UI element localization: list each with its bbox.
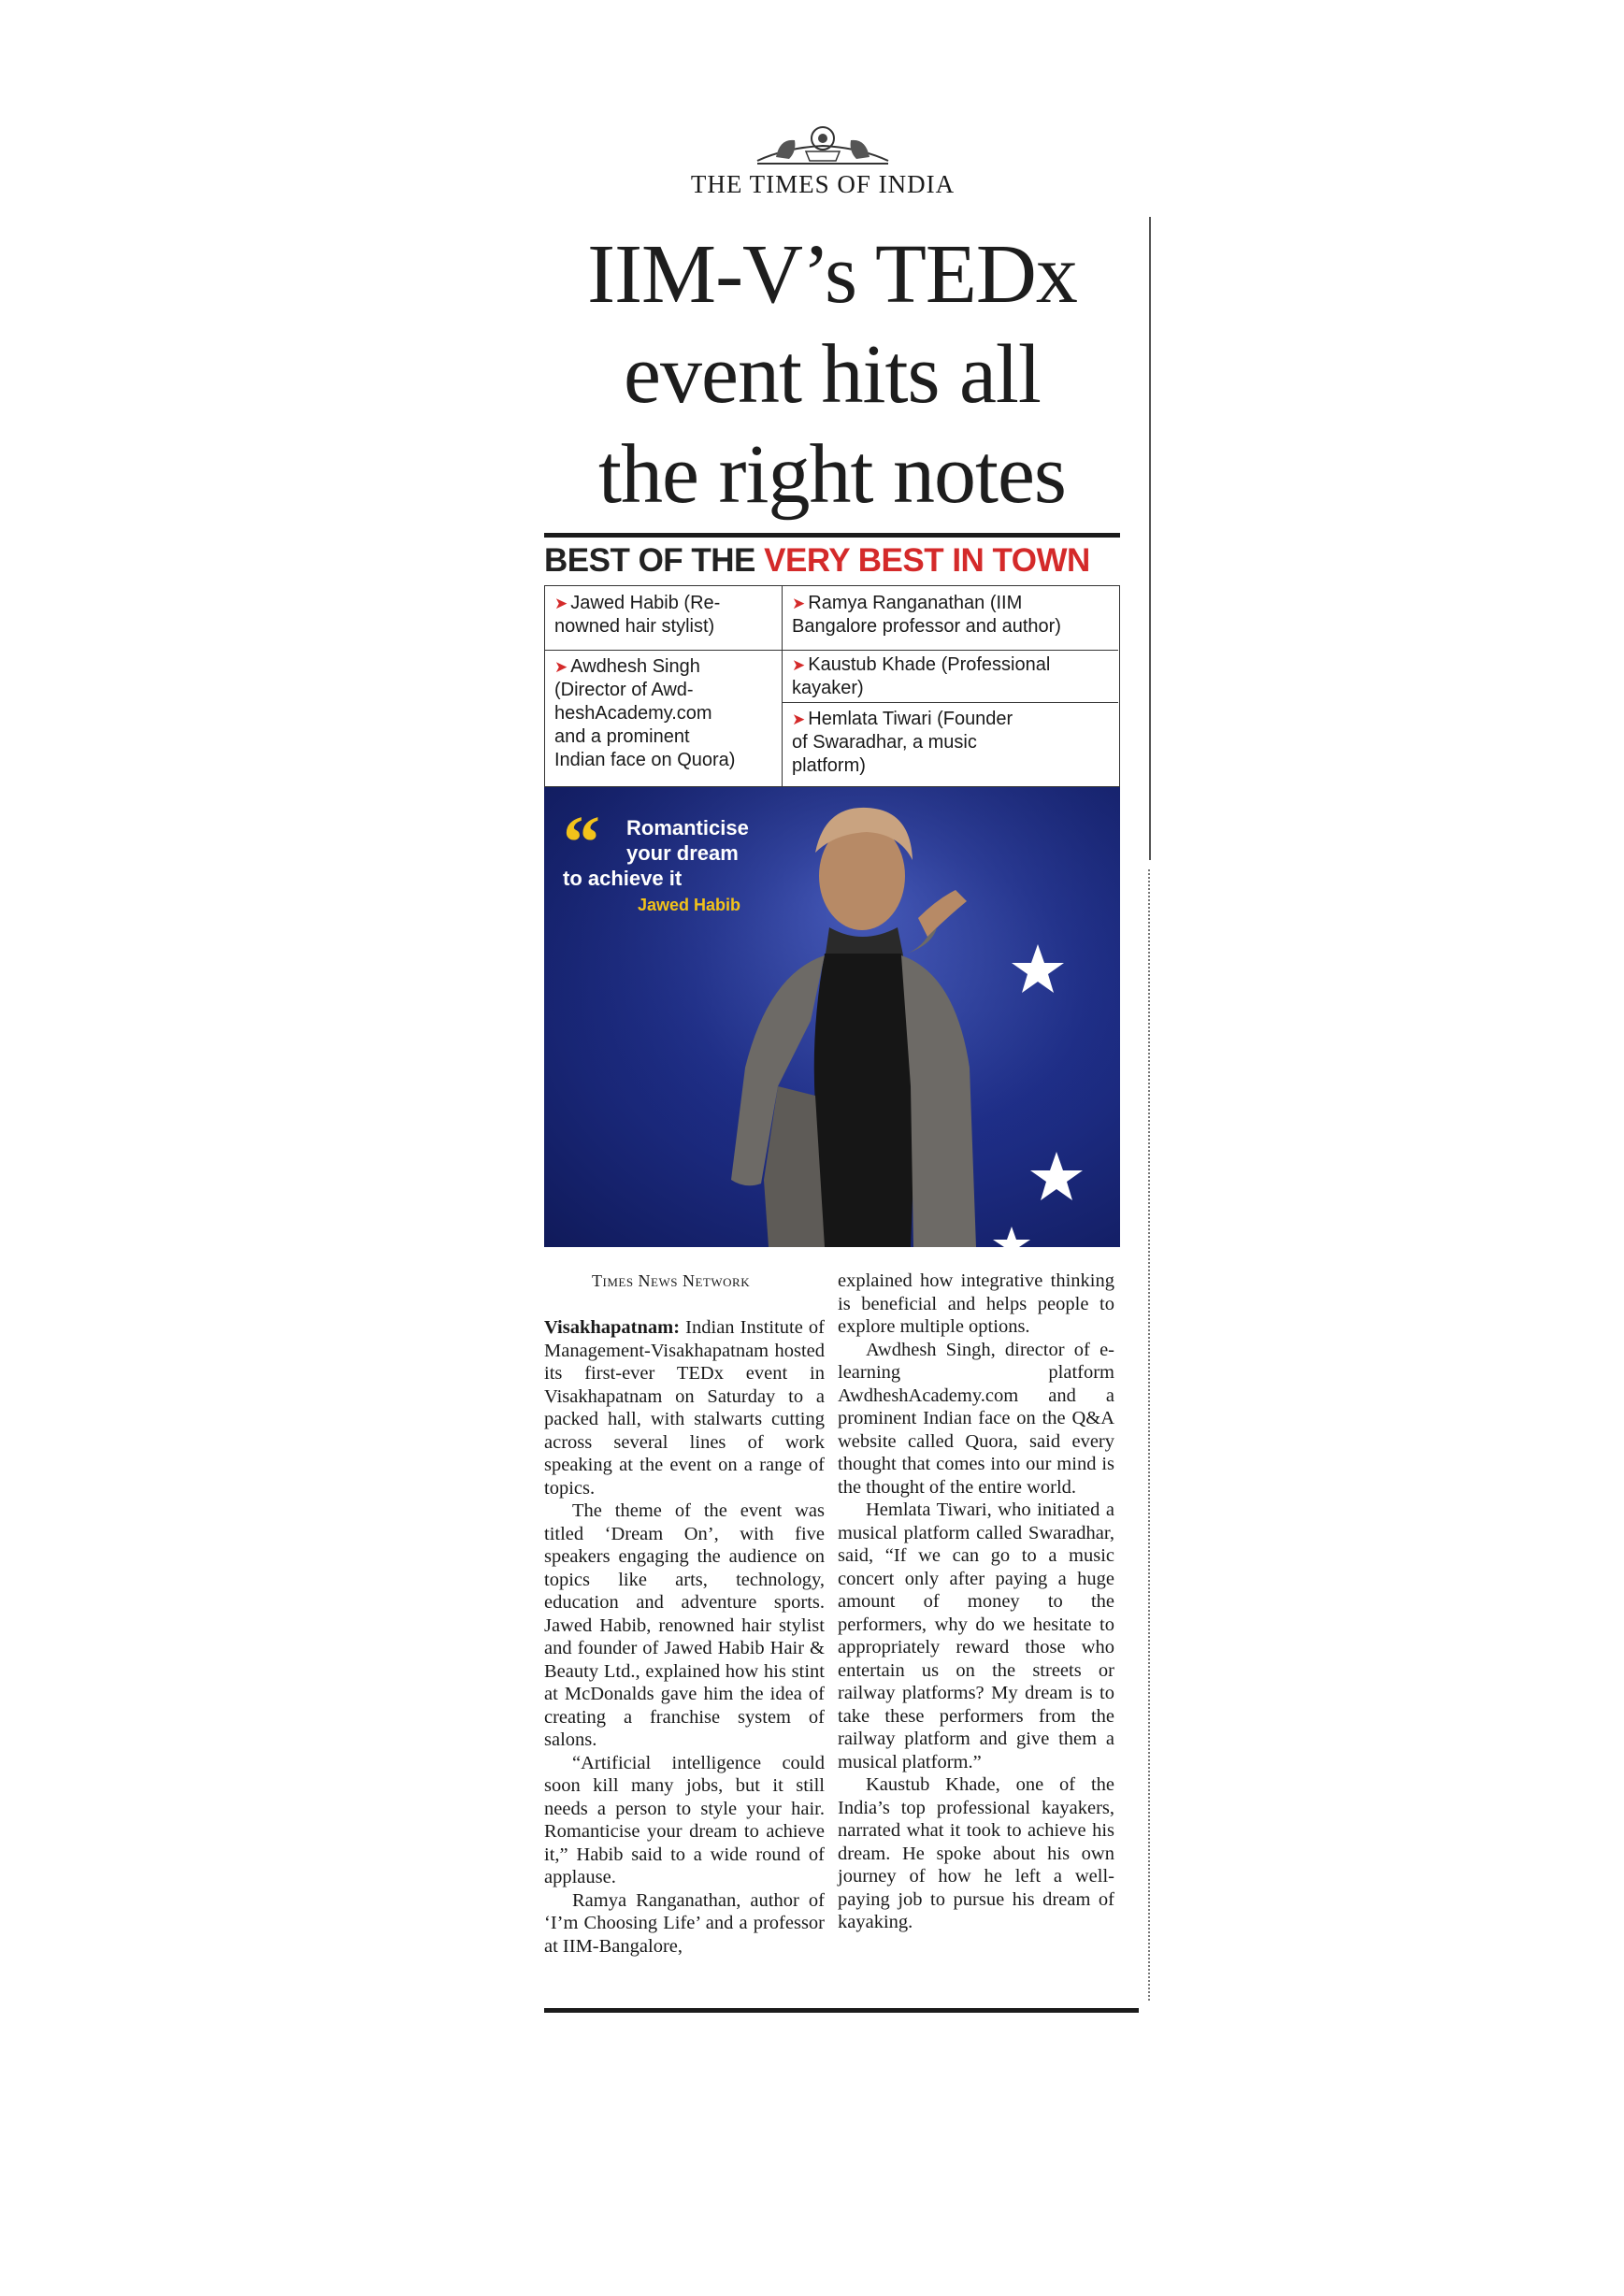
headline-line: event hits all <box>624 328 1041 421</box>
arrow-right-icon: ➤ <box>554 595 568 612</box>
arrow-right-icon: ➤ <box>792 710 806 728</box>
speaker-photo <box>544 787 1120 1247</box>
byline: Times News Network <box>592 1271 751 1290</box>
speaker-cell: ➤ Hemlata Tiwari (Founder of Swaradhar, a music platform) <box>792 709 1013 776</box>
bottom-rule <box>544 2008 1139 2013</box>
article-paragraph: Hemlata Tiwari, who initiated a musical platform called Swaradhar, said, “If we can go to a music concert only after paying a huge amount of money to the performers, why do we hesitate to appropriately reward those who entertain us on the streets or railway platforms? My dream is to take these performers from the railway platform and give them a musical platform.” <box>838 1500 1114 1772</box>
box-title-red: VERY BEST IN TOWN <box>764 542 1090 579</box>
box-title-dark: BEST OF THE <box>544 542 755 579</box>
speaker-cell: ➤ Jawed Habib (Re- nowned hair stylist) <box>554 593 721 637</box>
arrow-right-icon: ➤ <box>792 595 806 612</box>
article-column-2 <box>838 1270 1114 1934</box>
dateline: Visakhapatnam: <box>544 1317 681 1338</box>
article-column-1 <box>544 1316 825 1958</box>
article-paragraph: “Artificial intelligence could soon kill many jobs, but it still needs a person to style your hair. Romanticise your dream to achieve it,” Habib said to a wide round of applause. <box>544 1752 825 1887</box>
article-paragraph: Awdhesh Singh, director of e-learning platform AwdheshAcademy.com and a prominent Indian face on the Q&A website called Quora, said every thought that comes into our mind is the thought of the entire world. <box>838 1339 1114 1498</box>
pull-quote-author: Jawed Habib <box>638 896 741 914</box>
quote-icon: “ <box>563 802 600 884</box>
headline-line: the right notes <box>598 428 1066 521</box>
arrow-right-icon: ➤ <box>792 656 806 674</box>
speaker-cell: ➤ Awdhesh Singh (Director of Awd- heshAcademy.com and a prominent Indian face on Quora) <box>554 656 736 770</box>
headline-line: IIM-V’s TEDx <box>587 228 1077 321</box>
arrow-right-icon: ➤ <box>554 658 568 676</box>
speaker-cell: ➤ Ramya Ranganathan (IIM Bangalore professor and author) <box>792 593 1061 637</box>
masthead-name: THE TIMES OF INDIA <box>690 170 956 198</box>
speakers-grid <box>544 585 1120 787</box>
article-paragraph: explained how integrative thinking is beneficial and helps people to explore multiple options. <box>838 1270 1114 1337</box>
article-paragraph: Visakhapatnam: Indian Institute of Management-Visakhapatnam hosted its first-ever TEDx event in Visakhapatnam on Saturday to a packed hall, with stalwarts cutting across several lines of work speaking at the event on a range of topics. <box>544 1317 826 1499</box>
pull-quote: Romanticise your dream to achieve it <box>563 816 749 890</box>
article-paragraph: Ramya Ranganathan, author of ‘I’m Choosing Life’ and a professor at IIM-Bangalore, <box>544 1889 825 1957</box>
box-top-rule <box>544 533 1120 538</box>
article-paragraph: Kaustub Khade, one of the India’s top professional kayakers, narrated what it took to achieve his dream. He spoke about his own journey of how he left a well-paying job to pursue his dream of kayaking. <box>838 1774 1114 1932</box>
headline <box>552 224 1113 524</box>
column-divider-dotted <box>1148 869 1150 2001</box>
article-paragraph: The theme of the event was titled ‘Dream On’, with five speakers engaging the audience on topics like arts, technology, education and adventure sports. Jawed Habib, renowned hair stylist and founder of Jawed Habib Hair & Beauty Ltd., explained how his stint at McDonalds gave him the idea of creating a franchise system of salons. <box>544 1500 825 1750</box>
box-title <box>544 540 1120 581</box>
column-divider <box>1149 217 1151 860</box>
times-of-india-crest-icon <box>748 120 898 168</box>
speaker-cell: ➤ Kaustub Khade (Professional kayaker) <box>792 654 1051 698</box>
